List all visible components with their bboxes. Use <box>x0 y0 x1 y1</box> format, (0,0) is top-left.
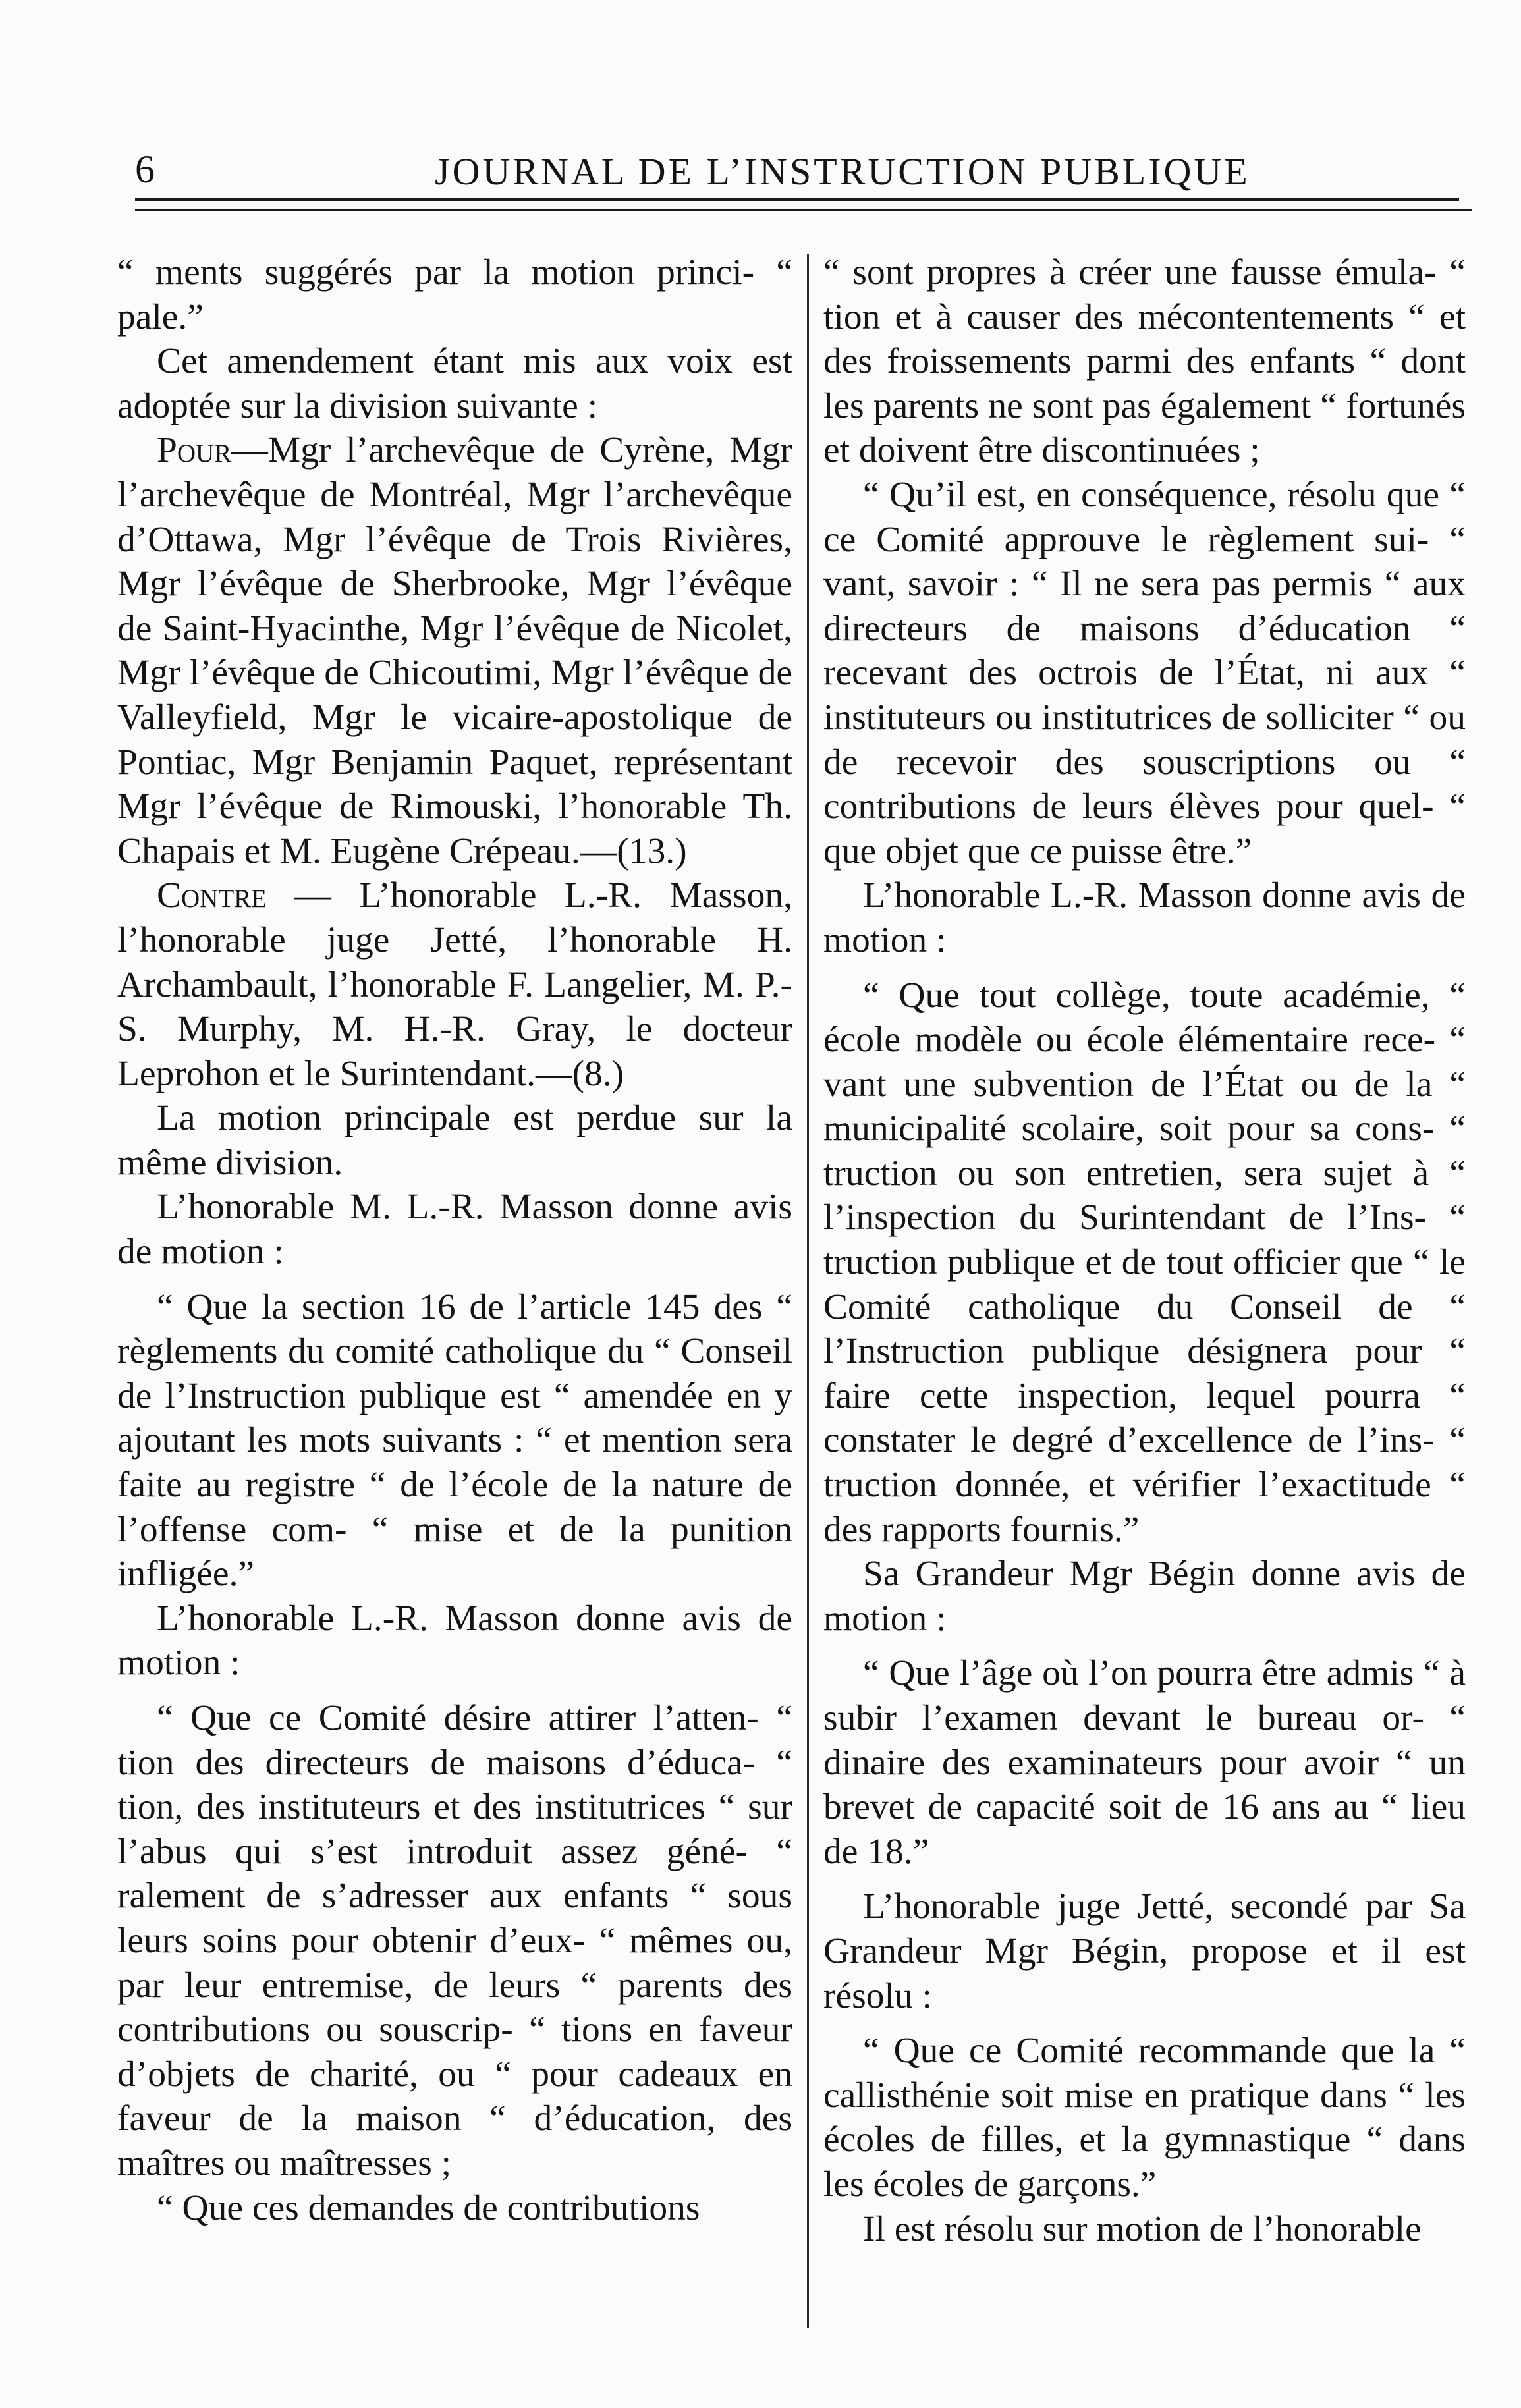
quoted-motion: “ Que l’âge où l’on pourra être admis “ à subir l’examen devant le bureau or- “ dinaire des examinateurs pour avoir “ un brevet de capacité soit de 16 ans au “ lieu de 18.” <box>823 1653 1466 1872</box>
paragraph: Il est résolu sur motion de l’honorable <box>863 2208 1422 2249</box>
paragraph: Cet amendement étant mis aux voix est adoptée sur la division suivante : <box>117 341 792 426</box>
paragraph: L’honorable L.-R. Masson donne avis de motion : <box>823 875 1466 960</box>
quoted-motion: “ Que ces demandes de contributions <box>157 2187 700 2228</box>
vote-names: —Mgr l’archevêque de Cyrène, Mgr l’archevêque de Montréal, Mgr l’archevêque d’Ottawa, Mgr l’évêque de Trois Rivières, Mgr l’évêque de Sherbrooke, Mgr l’évêque de Saint-Hyacinthe, Mgr l’évêque de Nicolet, Mgr l’évêque de Chicoutimi, Mgr l’évêque de Valleyfield, Mgr le vicaire-apostolique de Pontiac, Mgr Benjamin Paquet, représentant Mgr l’évêque de Rimouski, l’honorable Th. Chapais et M. Eugène Crépeau.—(13.) <box>117 430 792 871</box>
paragraph: L’honorable L.-R. Masson donne avis de motion : <box>117 1598 792 1683</box>
vote-for-paragraph <box>117 428 792 873</box>
quoted-motion: “ Qu’il est, en conséquence, résolu que “ ce Comité approuve le règlement sui- “ vant, savoir : “ Il ne sera pas permis “ aux directeurs de maisons d’éducation “ recevant des octrois de l’État, ni aux “ instituteurs ou institutrices de solliciter “ ou de recevoir des souscriptions ou “ contributions de leurs élèves pour quel- “ que objet que ce puisse être.” <box>823 474 1466 871</box>
quoted-motion: “ sont propres à créer une fausse émula- “ tion et à causer des mécontentements “ et des froissements parmi des enfants “ dont les parents ne sont pas également “ fortunés et doivent être discontinuées ; <box>823 252 1466 471</box>
paragraph: L’honorable juge Jetté, secondé par Sa Grandeur Mgr Bégin, propose et il est résolu : <box>823 1886 1466 2016</box>
quoted-motion: “ Que tout collège, toute académie, “ école modèle ou école élémentaire rece- “ vant une subvention de l’État ou de la “ municipalité scolaire, soit pour sa cons- “ truction ou son entretien, sera sujet à “ l’inspection du Surintendant de l’Ins- “ truction publique et de tout officier que “ le Comité catholique du Conseil de “ l’Instruction publique désignera pour “ faire cette inspection, lequel pourra “ constater le degré d’excellence de l’ins- “ truction donnée, et vérifier l’exactitude “ des rapports fournis.” <box>823 975 1466 1550</box>
right-column <box>823 250 1466 2326</box>
vote-label: Pour <box>157 430 232 471</box>
header-rule-thin <box>135 209 1472 211</box>
running-title: JOURNAL DE L’INSTRUCTION PUBLIQUE <box>435 150 1250 193</box>
paragraph: Sa Grandeur Mgr Bégin donne avis de motion : <box>823 1554 1466 1639</box>
quoted-motion: “ Que la section 16 de l’article 145 des “ règlements du comité catholique du “ Conseil de l’Instruction publique est “ amendée en y ajoutant les mots suivants : “ et mention sera faite au registre “ de l’école de la nature de l’offense com- “ mise et de la punition infligée.” <box>117 1286 792 1595</box>
header-rule <box>135 198 1459 201</box>
vote-against-paragraph <box>117 873 792 1096</box>
paragraph: La motion principale est perdue sur la même division. <box>117 1098 792 1183</box>
quoted-motion: “ Que ce Comité désire attirer l’atten- “ tion des directeurs de maisons d’éduca- “ tion, des instituteurs et des institutrices “ sur l’abus qui s’est introduit assez géné- “ ralement de s’adresser aux enfants “ sous leurs soins pour obtenir d’eux- “ mêmes ou, par leur entremise, de leurs “ parents des contributions ou souscrip- “ tions en faveur d’objets de charité, ou “ pour cadeaux en faveur de la maison “ d’éducation, des maîtres ou maîtresses ; <box>117 1698 792 2183</box>
paragraph: L’honorable M. L.-R. Masson donne avis de motion : <box>117 1187 792 1272</box>
quoted-motion: “ Que ce Comité recommande que la “ callisthénie soit mise en pratique dans “ les écoles de filles, et la gymnastique “ dans les écoles de garçons.” <box>823 2031 1466 2204</box>
page-number: 6 <box>135 148 156 191</box>
paragraph: “ ments suggérés par la motion princi- “ pale.” <box>117 252 792 337</box>
page-header <box>0 135 1521 207</box>
left-column <box>117 250 792 2326</box>
vote-label: Contre <box>157 875 267 916</box>
vote-names: — L’honorable L.-R. Masson, l’honorable juge Jetté, l’honorable H. Archambault, l’honorable F. Langelier, M. P.-S. Murphy, M. H.-R. Gray, le docteur Leprohon et le Surintendant.—(8.) <box>117 875 792 1094</box>
column-divider <box>807 254 809 2328</box>
